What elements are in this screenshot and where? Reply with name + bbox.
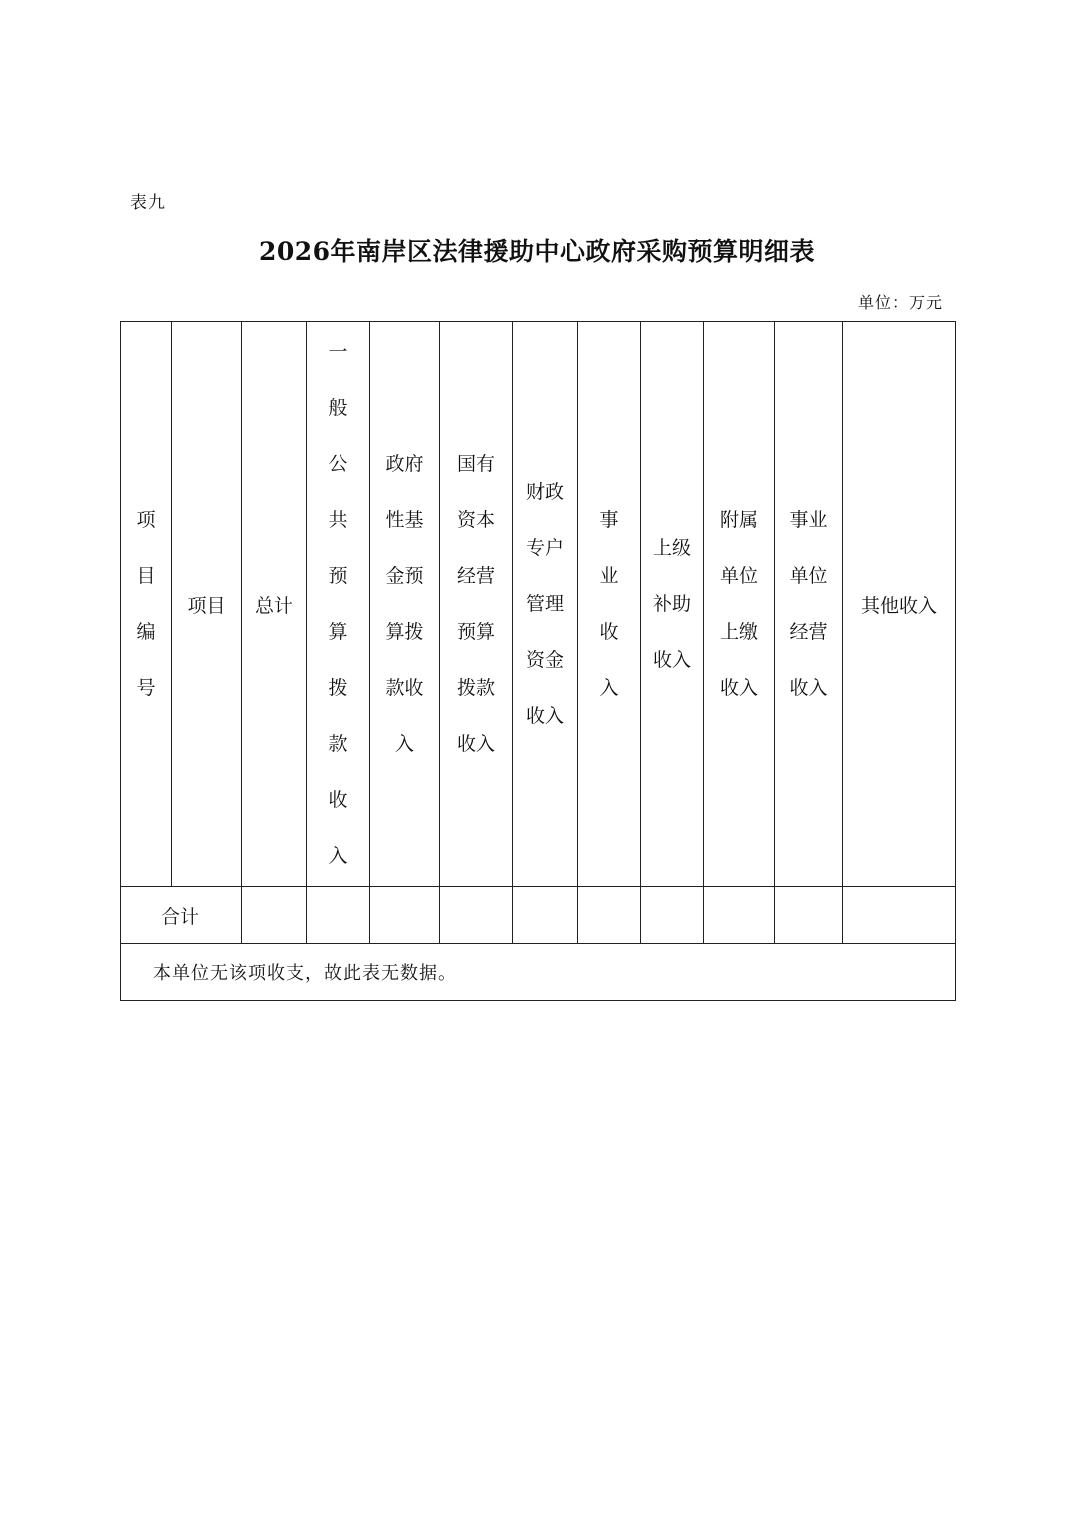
header-operating-income: 事业单位经营收入 [775, 322, 843, 887]
header-government-fund-budget: 政府性基金预算拨款收入 [370, 322, 440, 887]
note-row [121, 944, 956, 1001]
total-label: 合计 [121, 887, 242, 944]
header-total: 总计 [242, 322, 307, 887]
total-cell [513, 887, 578, 944]
header-project-code: 项目编号 [121, 322, 172, 887]
header-other-income: 其他收入 [843, 322, 956, 887]
header-project: 项目 [172, 322, 242, 887]
total-cell [775, 887, 843, 944]
header-row [121, 322, 956, 887]
total-cell [370, 887, 440, 944]
table-label: 表九 [130, 193, 166, 213]
document-title: 2026年南岸区法律援助中心政府采购预算明细表 [258, 237, 816, 266]
total-cell [242, 887, 307, 944]
total-cell [440, 887, 513, 944]
header-fiscal-special-account: 财政专户管理资金收入 [513, 322, 578, 887]
total-cell [641, 887, 704, 944]
header-business-income: 事业收入 [578, 322, 641, 887]
unit-label: 单位：万元 [857, 293, 943, 312]
no-data-note: 本单位无该项收支，故此表无数据。 [121, 944, 956, 1001]
header-superior-subsidy: 上级补助收入 [641, 322, 704, 887]
header-subordinate-unit-income: 附属单位上缴收入 [704, 322, 775, 887]
total-cell [578, 887, 641, 944]
total-row [121, 887, 956, 944]
header-state-capital-budget: 国有资本经营预算拨款收入 [440, 322, 513, 887]
total-cell [704, 887, 775, 944]
total-cell [843, 887, 956, 944]
procurement-budget-table [120, 321, 956, 1001]
total-cell [307, 887, 370, 944]
header-general-public-budget: 一般公共预算拨款收入 [307, 322, 370, 887]
